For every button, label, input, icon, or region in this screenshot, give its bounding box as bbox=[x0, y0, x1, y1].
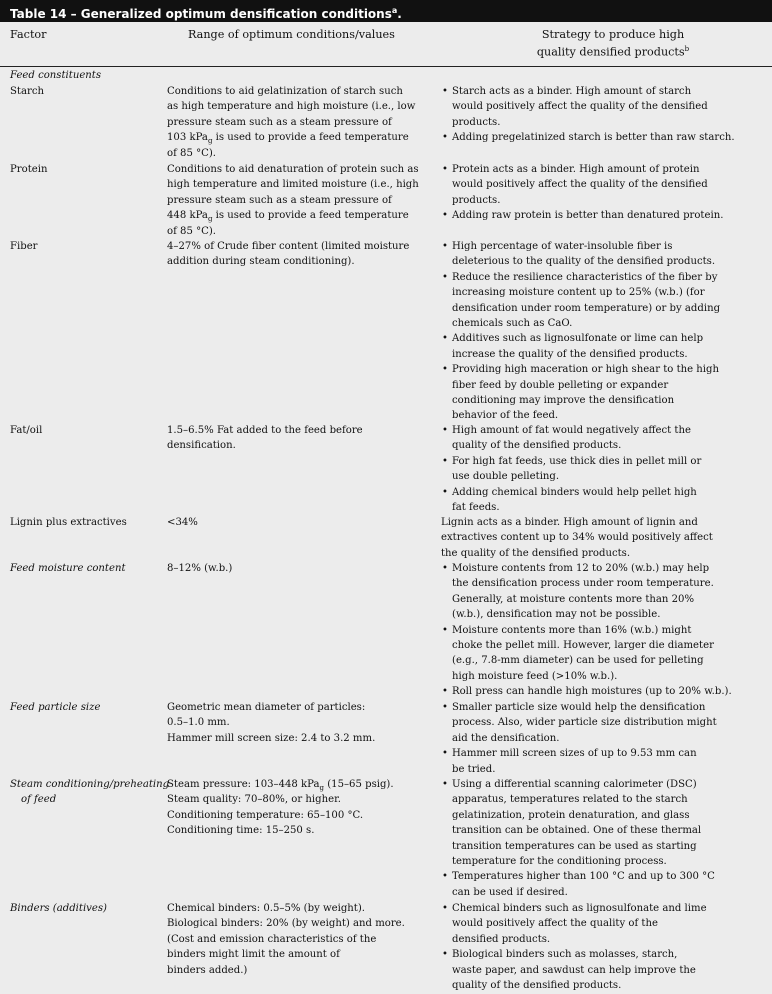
table-title-footnote-mark: a bbox=[391, 6, 398, 15]
strategy-bullet: • Adding chemical binders would help pellet high fat feeds. bbox=[441, 485, 761, 516]
strategy-list bbox=[441, 901, 761, 993]
cell-strategy: Lignin acts as a binder. High amount of lignin and extractives content up to 34% would positively affect the quality of the densified products. bbox=[441, 517, 713, 559]
table-title-end: . bbox=[397, 7, 402, 21]
strategy-bullet: • Reduce the resilience characteristics of the fiber by increasing moisture content up to 25% (w.b.) (for densification under room temperature) or by adding chemicals such as CaO. bbox=[441, 270, 761, 332]
strategy-bullet: • Starch acts as a binder. High amount of starch would positively affect the quality of the densified products. bbox=[441, 84, 761, 130]
strategy-bullet: • For high fat feeds, use thick dies in pellet mill or use double pelleting. bbox=[441, 454, 761, 485]
strategy-bullet: • Using a differential scanning calorimeter (DSC) apparatus, temperatures related to the starch gelatinization, protein denaturation, and glass transition can be obtained. One of these thermal transition temperatures can be used as starting temperature for the conditioning process. bbox=[441, 777, 761, 869]
strategy-bullet: • Temperatures higher than 100 °C and up to 300 °C can be used if desired. bbox=[441, 869, 761, 900]
table-title bbox=[0, 0, 772, 22]
strategy-bullet: • Hammer mill screen sizes of up to 9.53 mm can be tried. bbox=[441, 746, 761, 777]
table-page: Table 14 – Generalized optimum densification conditions$^a$. Factor Range of optimum conditions/values Strategy to produce high quality densified products$^b$ Feed constituents Starch Conditions to aid gelatinization of starch such as high temperature and high moisture (i.e., low pressure steam such as a steam pressure of 103 kPa$_g$ is used to provide a feed temperature of 85 °C). • Starch acts as a binder. High amount of starch would positively affect the quality of the densified products. • Adding pregelatinized starch is better than raw starch. Protein Conditions to aid denaturation of protein such as high temperature and limited moisture (i.e., high pressure steam such as a steam pressure of 448 kPa$_g$ is used to provide a feed temperature of 85 °C). • Protein acts as a binder. High amount of protein would positively affect the quality of the densified products. • Adding raw protein is better than denatured protein. Fiber 4–27% of Crude fiber content (limited moisture addition during steam conditioning). • High percentage of water-insoluble fiber is deleterious to the quality of the densified products. • Reduce the resilience characteristics of the fiber by increasing moisture content up to 25% (w.b.) (for densification under room temperature) or by adding chemicals such as CaO. • Additives such as lignosulfonate or lime can help increase the quality of the densified products. • Providing high maceration or high shear to the high fiber feed by double pelleting or expander conditioning may improve the densification behavior of the feed. Fat/oil 1.5–6.5% Fat added to the feed before densification. • High amount of fat would negatively affect the quality of the densified products. • For high fat feeds, use thick dies in pellet mill or use double pelleting. • Adding chemical binders would help pellet high fat feeds. Lignin plus extractives <34% Lignin acts as a binder. High amount of lignin and extractives content up to 34% would positively affect the quality of the densified products. Feed moisture content 8–12% (w.b.) • Moisture contents from 12 to 20% (w.b.) may help the densification process under room temperature. Generally, at moisture contents more than 20% (w.b.), densification may not be possible. • Moisture contents more than 16% (w.b.) might choke the pellet mill. However, larger die diameter (e.g., 7.8-mm diameter) can be used for pelleting high moisture feed (>10% w.b.). • Roll press can handle high moistures (up to 20% w.b.). Feed particle size Geometric mean diameter of particles: 0.5–1.0 mm. Hammer mill screen size: 2.4 to 3.2 mm. • Smaller particle size would help the densification process. Also, wider particle size distribution might aid the densification. • Hammer mill screen sizes of up to 9.53 mm can be tried. Steam conditioning/preheating of feed Steam pressure: 103–448 kPa$_g$ (15–65 psig). Steam quality: 70–80%, or higher. Conditioning temperature: 65–100 °C. Conditioning time: 15–250 s. • Using a differential scanning calorimeter (DSC) apparatus, temperatures related to the starch gelatinization, protein denaturation, and glass transition can be obtained. One of these thermal transition temperatures can be used as starting temperature for the conditioning process. • Temperatures higher than 100 °C and up to 300 °C can be used if desired. Binders (additives) Chemical binders: 0.5–5% (by weight). Biological binders: 20% (by weight) and more. (Cost and emission characteristics of the binders might limit the amount of binders added.) • Chemical binders such as lignosulfonate and lime would positively affect the quality of the densified products. • Biological binders such as molasses, starch, waste paper, and sawdust can help improve the quality of the densified products. bbox=[0, 0, 772, 994]
cell-range: Geometric mean diameter of particles: 0.5–1.0 mm. Hammer mill screen size: 2.4 to 3.2 mm. bbox=[167, 702, 376, 744]
table-title-text: Table 14 – Generalized optimum densification conditions bbox=[10, 7, 392, 21]
strategy-bullet: • Protein acts as a binder. High amount of protein would positively affect the quality of the densified products. bbox=[441, 162, 761, 208]
strategy-bullet: • High percentage of water-insoluble fiber is deleterious to the quality of the densified products. bbox=[441, 239, 761, 270]
cell-range: 1.5–6.5% Fat added to the feed before densification. bbox=[167, 425, 363, 452]
cell-factor: Binders (additives) bbox=[10, 903, 107, 914]
strategy-bullet: • Smaller particle size would help the densification process. Also, wider particle size distribution might aid the densification. bbox=[441, 700, 761, 746]
strategy-bullet: • Biological binders such as molasses, starch, waste paper, and sawdust can help improve the quality of the densified products. bbox=[441, 947, 761, 993]
cell-strategy bbox=[441, 561, 761, 700]
strategy-list bbox=[441, 162, 761, 224]
strategy-bullet: • Adding raw protein is better than denatured protein. bbox=[441, 208, 761, 223]
cell-factor: Fat/oil bbox=[10, 425, 43, 436]
strategy-bullet: • High amount of fat would negatively affect the quality of the densified products. bbox=[441, 423, 761, 454]
strategy-list bbox=[441, 700, 761, 777]
cell-factor: Starch bbox=[10, 86, 44, 97]
strategy-list bbox=[441, 777, 761, 900]
strategy-bullet: • Moisture contents more than 16% (w.b.) might choke the pellet mill. However, larger die diameter (e.g., 7.8-mm diameter) can be used for pelleting high moisture feed (>10% w.b.). bbox=[441, 623, 761, 685]
cell-strategy bbox=[441, 162, 761, 224]
strategy-list bbox=[441, 423, 761, 515]
header-strategy: Strategy to produce high quality densified products$^b$ bbox=[536, 28, 690, 59]
cell-strategy bbox=[441, 700, 761, 777]
cell-strategy bbox=[441, 423, 761, 515]
cell-strategy bbox=[441, 239, 761, 424]
strategy-list bbox=[441, 84, 761, 146]
cell-range: 8–12% (w.b.) bbox=[167, 563, 233, 574]
strategy-bullet: • Chemical binders such as lignosulfonate and lime would positively affect the quality of the densified products. bbox=[441, 901, 761, 947]
cell-range: 4–27% of Crude fiber content (limited moisture addition during steam conditioning). bbox=[167, 241, 410, 268]
header-factor: Factor bbox=[10, 28, 47, 41]
table-header bbox=[0, 22, 772, 67]
strategy-bullet: • Roll press can handle high moistures (up to 20% w.b.). bbox=[441, 684, 761, 699]
strategy-list bbox=[441, 239, 761, 424]
cell-factor: Fiber bbox=[10, 241, 38, 252]
cell-range: Conditions to aid denaturation of protein such as high temperature and limited moisture (i.e., high pressure steam such as a steam pressure of 448 kPa$_g$ is used to provide a feed temperature of 85 °C). bbox=[167, 164, 419, 237]
cell-range: Conditions to aid gelatinization of starch such as high temperature and high moisture (i.e., low pressure steam such as a steam pressure of 103 kPa$_g$ is used to provide a feed temperature of 85 °C). bbox=[167, 86, 416, 159]
cell-factor: Feed particle size bbox=[10, 702, 101, 713]
cell-range: Chemical binders: 0.5–5% (by weight). Biological binders: 20% (by weight) and more. (Cost and emission characteristics of the binders might limit the amount of binders added.) bbox=[167, 903, 405, 976]
header-range: Range of optimum conditions/values bbox=[188, 28, 395, 41]
cell-range: Steam pressure: 103–448 kPa$_g$ (15–65 psig). Steam quality: 70–80%, or higher. Conditioning temperature: 65–100 °C. Conditioning time: 15–250 s. bbox=[167, 779, 394, 837]
cell-factor: Protein bbox=[10, 164, 48, 175]
strategy-bullet: • Providing high maceration or high shear to the high fiber feed by double pelleting or expander conditioning may improve the densification behavior of the feed. bbox=[441, 362, 761, 424]
strategy-list bbox=[441, 561, 761, 700]
strategy-bullet: • Moisture contents from 12 to 20% (w.b.) may help the densification process under room temperature. Generally, at moisture contents more than 20% (w.b.), densification may not be possible. bbox=[441, 561, 761, 623]
cell-factor: Feed moisture content bbox=[10, 563, 126, 574]
cell-strategy bbox=[441, 84, 761, 146]
cell-factor: Steam conditioning/preheating of feed bbox=[10, 779, 170, 806]
cell-range: <34% bbox=[167, 517, 198, 528]
strategy-bullet: • Adding pregelatinized starch is better than raw starch. bbox=[441, 130, 761, 145]
strategy-bullet: • Additives such as lignosulfonate or lime can help increase the quality of the densified products. bbox=[441, 331, 761, 362]
cell-strategy bbox=[441, 901, 761, 993]
cell-strategy bbox=[441, 777, 761, 900]
cell-factor: Lignin plus extractives bbox=[10, 517, 127, 528]
